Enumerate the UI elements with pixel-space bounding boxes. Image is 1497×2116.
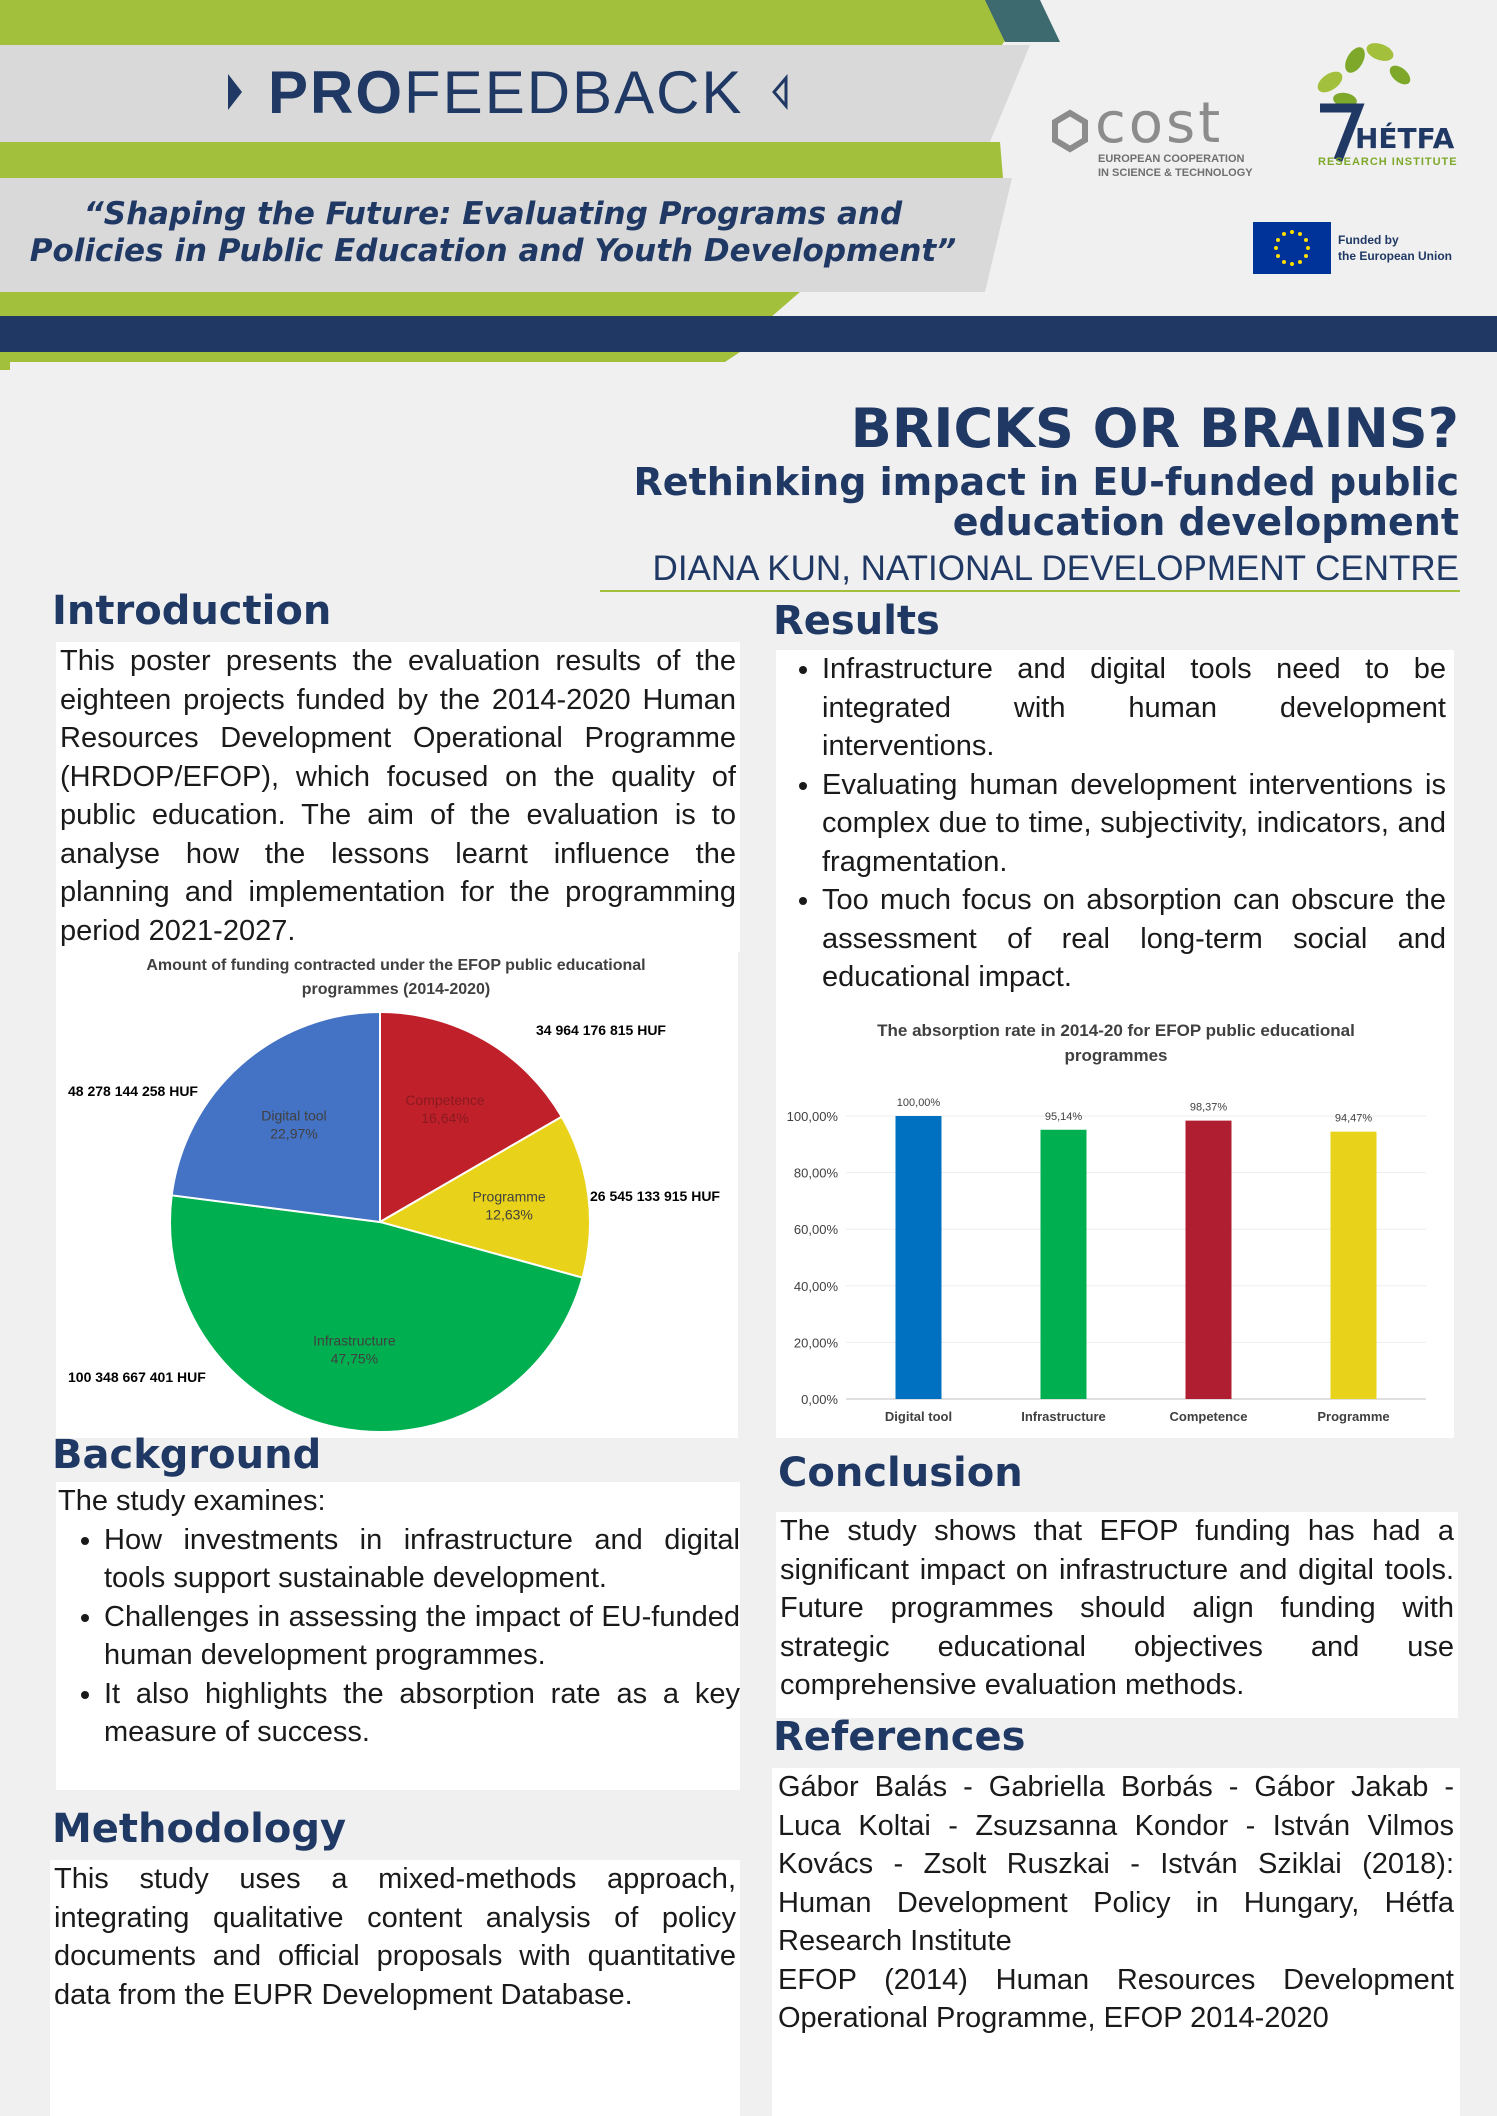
cost-subtitle-line-2: IN SCIENCE & TECHNOLOGY (1098, 167, 1253, 179)
eu-funded-line-1: Funded by (1338, 233, 1399, 247)
header-graphics (0, 0, 1497, 370)
pie-slice-percent: 47,75% (330, 1350, 379, 1367)
conclusion-box (776, 1512, 1458, 1718)
pie-amount-label: 26 545 133 915 HUF (590, 1188, 720, 1204)
pie-slice-label: Programme (472, 1188, 546, 1205)
bar-chart-panel (776, 1006, 1454, 1438)
brand-feedback: FEEDBACK (404, 59, 744, 126)
introduction-box (56, 642, 740, 952)
pie-slice-label: Competence (405, 1092, 485, 1109)
introduction-text: This poster presents the evaluation results of the eighteen projects funded by the 2014-2020 Human Resources Development Operational Programme (HRDOP/EFOP), which focused on the quality of public education. The aim of the evaluation is to analyse how the lessons learnt influence the planning and implementation for the programming period 2021-2027. (60, 645, 736, 947)
tagline-line-2: Policies in Public Education and Youth Development” (29, 233, 957, 269)
pie-slice-label: Infrastructure (313, 1332, 396, 1349)
eu-flag-icon (1253, 222, 1331, 274)
brand-pro: PRO (268, 59, 405, 126)
results-list (776, 650, 1454, 997)
poster-subtitle-line-1: Rethinking impact in EU-funded public (633, 460, 1459, 504)
eu-funded-line-2: the European Union (1338, 249, 1452, 263)
references-heading: References (773, 1714, 1026, 1760)
poster-author: DIANA KUN, NATIONAL DEVELOPMENT CENTRE (652, 549, 1459, 588)
pie-chart (56, 952, 738, 1438)
cost-subtitle (1098, 152, 1253, 180)
pie-slice-label: Digital tool (261, 1107, 327, 1124)
cost-subtitle-line-1: EUROPEAN COOPERATION (1098, 153, 1245, 165)
results-heading: Results (773, 598, 940, 644)
background-bullet: • It also highlights the absorption rate as a key measure of success. (104, 1675, 740, 1752)
pie-chart-panel (56, 952, 738, 1438)
bar (896, 1116, 942, 1399)
methodology-text: This study uses a mixed-methods approach, integrating qualitative content analysis of policy documents and official proposals with quantitative data from the EUPR Development Database. (54, 1863, 736, 2011)
bar-value-label: 98,37% (1189, 1101, 1228, 1114)
methodology-heading: Methodology (52, 1806, 347, 1852)
bar-y-tick: 40,00% (793, 1278, 838, 1294)
bar (1186, 1121, 1232, 1399)
tagline (18, 196, 968, 270)
tagline-line-1: “Shaping the Future: Evaluating Programs and (83, 196, 903, 232)
bar-value-label: 94,47% (1334, 1112, 1373, 1125)
background-bullet: • Challenges in assessing the impact of EU-funded human development programmes. (104, 1598, 740, 1675)
background-intro: The study examines: (58, 1485, 326, 1517)
bar-category-label: Competence (1169, 1409, 1248, 1424)
results-bullet: • Evaluating human development interventions is complex due to time, subjectivity, indicators, and fragmentation. (822, 766, 1446, 882)
reference-item: EFOP (2014) Human Resources Development Operational Programme, EFOP 2014-2020 (778, 1963, 1454, 2034)
poster-title: BRICKS OR BRAINS? (850, 397, 1459, 460)
pie-amount-label: 100 348 667 401 HUF (68, 1369, 206, 1385)
bar-category-label: Programme (1317, 1409, 1390, 1424)
bar (1041, 1130, 1087, 1399)
pie-chart-title: Amount of funding contracted under the EFOP public educational programmes (2014-2020) (146, 957, 646, 998)
poster-subtitle-line-2: education development (952, 500, 1459, 544)
background-list (56, 1521, 740, 1752)
eu-funded-text (1338, 232, 1452, 264)
bar-category-label: Digital tool (884, 1409, 953, 1424)
hetfa-name: HÉTFA (1355, 122, 1455, 155)
results-bullet: • Too much focus on absorption can obscure the assessment of real long-term social and educational impact. (822, 881, 1446, 997)
bar-chart (776, 1006, 1454, 1438)
bar-category-label: Infrastructure (1021, 1409, 1106, 1424)
bar-y-tick: 20,00% (793, 1335, 838, 1351)
bar (1331, 1132, 1377, 1399)
conclusion-heading: Conclusion (778, 1450, 1023, 1496)
pie-slice-percent: 16,64% (421, 1110, 469, 1127)
bar-value-label: 100,00% (896, 1097, 941, 1109)
bar-y-tick: 80,00% (793, 1165, 838, 1181)
conclusion-text: The study shows that EFOP funding has had a significant impact on infrastructure and digital tools. Future programmes should align funding with strategic educational objectives and use comprehensive evaluation methods. (780, 1515, 1454, 1701)
pie-slice-percent: 22,97% (270, 1125, 318, 1142)
pie-amount-label: 34 964 176 815 HUF (536, 1022, 666, 1038)
background-bullet: • How investments in infrastructure and digital tools support sustainable development. (104, 1521, 740, 1598)
results-bullet: • Infrastructure and digital tools need to be integrated with human development interventions. (822, 650, 1446, 766)
poster-subtitle (634, 462, 1459, 542)
cost-logo-text: cost (1095, 91, 1224, 156)
title-divider (600, 590, 1460, 592)
hetfa-subtitle: RESEARCH INSTITUTE (1318, 156, 1458, 168)
introduction-heading: Introduction (52, 588, 332, 634)
references-box (772, 1768, 1460, 2116)
brand-wordmark (268, 58, 743, 127)
bar-y-tick: 100,00% (786, 1109, 838, 1124)
bar-chart-title: The absorption rate in 2014-20 for EFOP public educational programmes (877, 1021, 1355, 1065)
results-box (776, 650, 1454, 1006)
pie-slice-percent: 12,63% (485, 1206, 533, 1223)
reference-item: Gábor Balás - Gabriella Borbás - Gábor Jakab - Luca Koltai - Zsuzsanna Kondor - István Vilmos Kovács - Zsolt Ruszkai - István Sziklai (2018): Human Development Policy in Hungary, Hétfa Research Institute (778, 1771, 1454, 1957)
bar-value-label: 95,14% (1044, 1110, 1083, 1123)
methodology-box (50, 1860, 740, 2116)
references-list (772, 1768, 1460, 2038)
title-block (634, 396, 1459, 594)
background-heading: Background (52, 1432, 322, 1478)
bar-y-tick: 60,00% (793, 1222, 838, 1238)
bar-y-tick: 0,00% (801, 1392, 838, 1407)
background-box (56, 1482, 740, 1790)
pie-amount-label: 48 278 144 258 HUF (68, 1083, 198, 1099)
